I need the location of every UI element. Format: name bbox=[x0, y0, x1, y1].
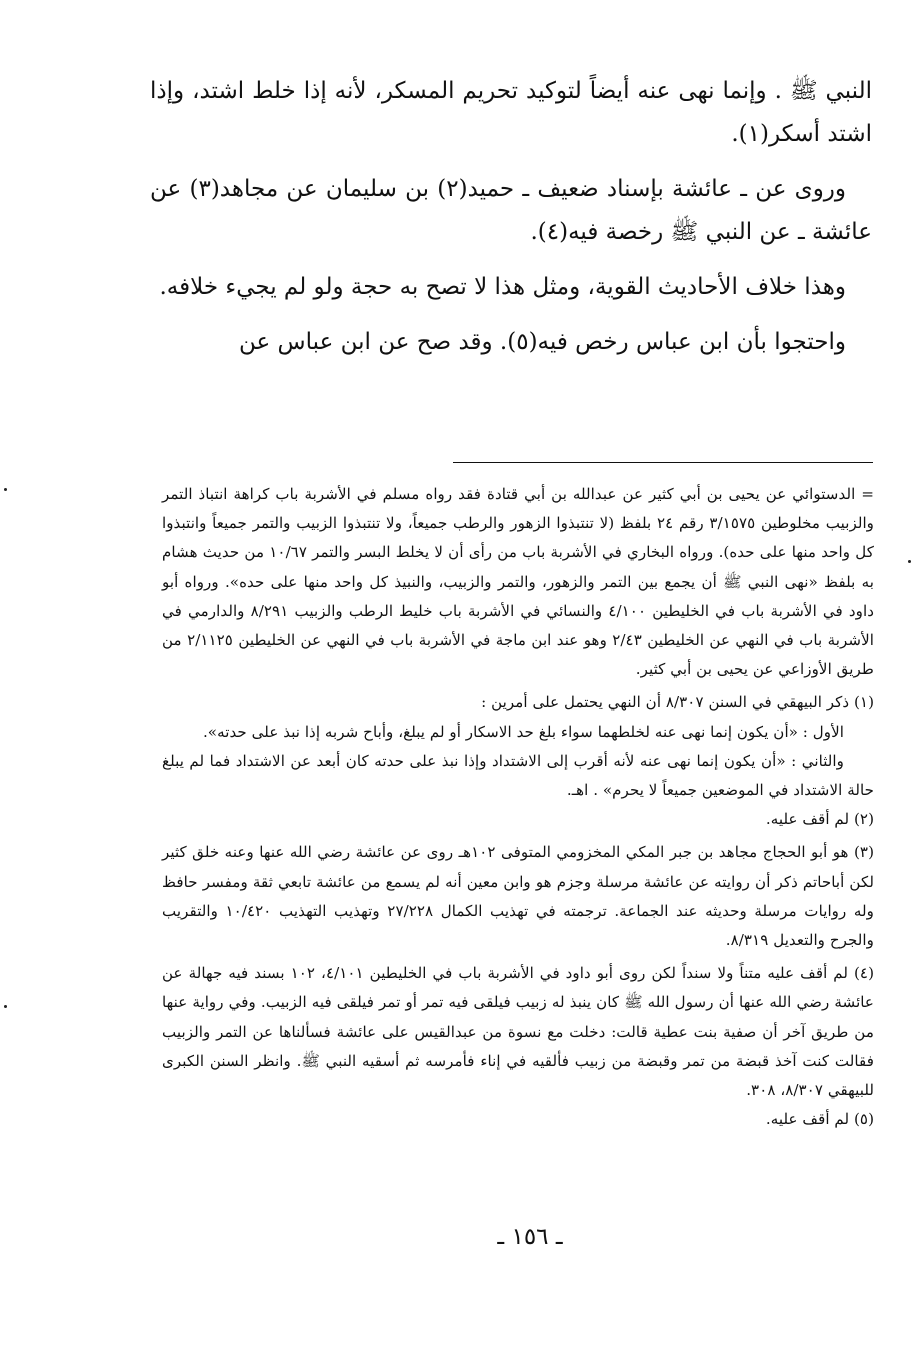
footnote-continued: = الدستوائي عن يحيى بن أبي كثير عن عبدالله بن أبي قتادة فقد رواه مسلم في الأشربة باب كراهة انتباذ التمر والزبيب مخلوطين ٣/١٥٧٥ رقم ٢٤ بلفظ (لا تنتبذوا الزهور والرطب جميعاً، ولا تنتبذوا الزبيب والتمر جميعاً وانتبذوا كل واحد منها على حده). ورواه البخاري في الأشربة باب من رأى أن لا يخلط البسر والتمر ١٠/٦٧ من حديث هشام به بلفظ «نهى النبي ﷺ أن يجمع بين التمر والزهور، والتمر والزبيب، والنبيذ كل واحد منها على حده». ورواه أبو داود في الأشربة باب في الخليطين ٤/١٠٠ والنسائي في الأشربة باب خليط الرطب والزبيب ٨/٢٩١ والدارمي في الأشربة باب في النهي عن الخليطين ٢/٤٣ وهو عند ابن ماجة في الأشربة باب في النهي عن الخليطين ٢/١١٢٥ من طريق الأوزاعي عن يحيى بن أبي كثير. bbox=[162, 485, 875, 679]
footnote-4: (٤) لم أقف عليه متناً ولا سنداً لكن روى أبو داود في الأشربة باب في الخليطين ٤/١٠١، ١٠٢ بسند فيه جهالة عن عائشة رضي الله عنها أن رسول الله ﷺ كان ينبذ له زبيب فيلقى فيه تمر أو تمر فيلقى فيه الزبيب. وفي رواية عنها من طريق آخر أن صفية بنت عطية قالت: دخلت مع نسوة من عبدالقيس على عائشة فسألناها عن التمر والزبيب فقالت كنت آخذ قبضة من تمر وقبضة من زبيب فألقيه في إناء فأمرسه ثم أسقيه النبي ﷺ. وانظر السنن الكبرى للبيهقي ٨/٣٠٧، ٣٠٨. bbox=[162, 964, 874, 1100]
footnotes bbox=[162, 480, 874, 1134]
body-paragraph-4: واحتجوا بأن ابن عباس رخص فيه(٥). وقد صح عن ابن عباس عن bbox=[239, 329, 846, 355]
footnote-separator bbox=[453, 462, 873, 463]
footnote-5: (٥) لم أقف عليه. bbox=[765, 1110, 874, 1129]
footnote-3: (٣) هو أبو الحجاج مجاهد بن جبر المكي المخزومي المتوفى ١٠٢هـ روى عن عائشة رضي الله عنها وعنه خلق كثير لكن أباحاتم ذكر أن روايته عن عائشة مرسلة وجزم هو وابن معين أنه لم يسمع من عائشة تابعي ثقة ومفسر حافظ وله روايات مرسلة وحديثه عند الجماعة. ترجمته في تهذيب الكمال ٢٧/٢٢٨ وتهذيب التهذيب ١٠/٤٢٠ والتقريب والجرح والتعديل ٨/٣١٩. bbox=[162, 843, 875, 950]
body-paragraph-3: وهذا خلاف الأحاديث القوية، ومثل هذا لا تصح به حجة ولو لم يجيء خلافه. bbox=[159, 274, 846, 300]
scan-mark bbox=[4, 488, 7, 491]
footnote-1-second: والثاني : «أن يكون إنما نهى عنه لأنه أقرب إلى الاشتداد وإذا نبذ على حدته كان أبعد عن الاشتداد فما لم يبلغ حالة الاشتداد في الموضعين جميعاً لا يحرم» . اهـ. bbox=[162, 751, 874, 800]
footnote-2: (٢) لم أقف عليه. bbox=[765, 810, 874, 829]
scan-mark bbox=[4, 1005, 7, 1008]
footnote-1: (١) ذكر البيهقي في السنن ٨/٣٠٧ أن النهي يحتمل على أمرين : bbox=[481, 693, 874, 712]
main-text bbox=[150, 70, 872, 376]
scan-mark bbox=[908, 560, 911, 563]
footnote-1-first: الأول : «أن يكون إنما نهى عنه لخلطهما سواء بلغ حد الاسكار أو لم يبلغ، وأباح شربه إذا نبذ على حدته». bbox=[202, 722, 844, 741]
body-paragraph-1: النبي ﷺ . وإنما نهى عنه أيضاً لتوكيد تحريم المسكر، لأنه إذا خلط اشتد، وإذا اشتد أسكر(١). bbox=[150, 78, 872, 147]
page-number: ـ ١٥٦ ـ bbox=[497, 1224, 563, 1250]
body-paragraph-2: وروى عن ـ عائشة بإسناد ضعيف ـ حميد(٢) بن سليمان عن مجاهد(٣) عن عائشة ـ عن النبي ﷺ رخصة فيه(٤). bbox=[150, 176, 872, 245]
